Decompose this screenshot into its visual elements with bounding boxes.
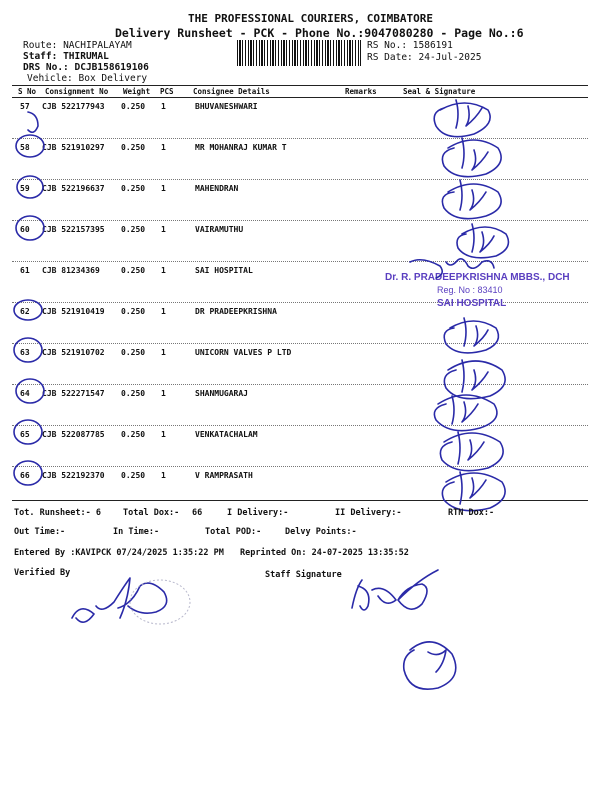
row-weight: 0.250 xyxy=(121,307,146,316)
signature xyxy=(444,318,498,353)
route-value: NACHIPALAYAM xyxy=(63,40,132,51)
row-pcs: 1 xyxy=(161,307,166,316)
row-pcs: 1 xyxy=(161,430,166,439)
sno-circle xyxy=(14,338,42,362)
signature xyxy=(442,138,501,177)
out-time: Out Time:- xyxy=(14,527,66,537)
row-weight: 0.250 xyxy=(121,471,146,480)
row-consignment: CJB 521910702 xyxy=(42,348,105,357)
signature xyxy=(442,180,501,219)
row-pcs: 1 xyxy=(161,389,166,398)
sno-circle xyxy=(14,461,42,485)
rs-date-value: 24-Jul-2025 xyxy=(418,52,482,63)
row-pcs: 1 xyxy=(161,266,166,275)
row-consignee: BHUVANESHWARI xyxy=(195,102,258,111)
entered-by: Entered By :KAVIPCK 07/24/2025 1:35:22 PM xyxy=(14,548,224,558)
faded-seal xyxy=(130,580,190,624)
row-sno: 66 xyxy=(20,471,30,480)
col-consignment: Consignment No xyxy=(45,87,109,96)
reprinted-on: Reprinted On: 24-07-2025 13:35:52 xyxy=(240,548,409,558)
row-consignee: MAHENDRAN xyxy=(195,184,239,193)
row-sno: 65 xyxy=(20,430,30,439)
signature xyxy=(434,100,490,137)
row-consignee: VAIRAMUTHU xyxy=(195,225,244,234)
row-consignee: VENKATACHALAM xyxy=(195,430,258,439)
row-sno: 62 xyxy=(20,307,30,316)
staff-value: THIRUMAL xyxy=(63,51,109,62)
row-sno: 59 xyxy=(20,184,30,193)
signature xyxy=(444,360,505,399)
col-weight: Weight xyxy=(123,87,151,96)
row-weight: 0.250 xyxy=(121,225,146,234)
row-weight: 0.250 xyxy=(121,348,146,357)
row-pcs: 1 xyxy=(161,184,166,193)
row-consignment: CJB 522177943 xyxy=(42,102,105,111)
col-seal-signature: Seal & Signature xyxy=(403,87,476,96)
row-sno: 60 xyxy=(20,225,30,234)
row-sno: 61 xyxy=(20,266,30,275)
company-title: THE PROFESSIONAL COURIERS, COIMBATORE xyxy=(188,12,434,25)
total-dox-label: Total Dox:- xyxy=(123,508,180,518)
row-weight: 0.250 xyxy=(121,184,146,193)
row-consignment: CJB 522157395 xyxy=(42,225,105,234)
row-consignee: V RAMPRASATH xyxy=(195,471,253,480)
row-consignment: CJB 522271547 xyxy=(42,389,105,398)
row-consignee: SAI HOSPITAL xyxy=(195,266,253,275)
rtn-dox: RTN Dox:- xyxy=(448,508,495,518)
staff-signature-label: Staff Signature xyxy=(265,570,342,580)
total-pod: Total POD:- xyxy=(205,527,262,537)
row-consignee: UNICORN VALVES P LTD xyxy=(195,348,292,357)
row-weight: 0.250 xyxy=(121,266,146,275)
tot-runsheet: Tot. Runsheet:- 6 xyxy=(14,508,101,518)
signature xyxy=(457,224,508,258)
col-remarks: Remarks xyxy=(345,87,377,96)
vehicle-field: Vehicle: Box Delivery xyxy=(27,73,148,84)
row-consignment: CJB 81234369 xyxy=(42,266,100,275)
row-weight: 0.250 xyxy=(121,389,146,398)
rs-no-field: RS No.: 1586191 xyxy=(367,40,453,51)
doctor-stamp-hospital: SAI HOSPITAL xyxy=(437,298,507,309)
row-consignment: CJB 522192370 xyxy=(42,471,105,480)
row-weight: 0.250 xyxy=(121,143,146,152)
ii-delivery: II Delivery:- xyxy=(335,508,402,518)
col-consignee: Consignee Details xyxy=(193,87,270,96)
row-sno: 63 xyxy=(20,348,30,357)
signature xyxy=(434,395,497,431)
rs-no-value: 1586191 xyxy=(412,40,453,51)
row-consignee: DR PRADEEPKRISHNA xyxy=(195,307,277,316)
row-consignment: CJB 522087785 xyxy=(42,430,105,439)
row-sno: 58 xyxy=(20,143,30,152)
route-field: Route: NACHIPALAYAM xyxy=(23,40,132,51)
row-weight: 0.250 xyxy=(121,430,146,439)
sno-circle xyxy=(16,135,44,157)
sno-circle xyxy=(17,176,43,198)
row-consignment: CJB 521910297 xyxy=(42,143,105,152)
row-pcs: 1 xyxy=(161,348,166,357)
sno-circle xyxy=(14,420,42,444)
drs-field: DRS No.: DCJB158619106 xyxy=(23,62,149,73)
doctor-stamp-name: Dr. R. PRADEEPKRISHNA MBBS., DCH xyxy=(385,272,570,283)
staff-signature xyxy=(352,570,456,689)
row-sno: 57 xyxy=(20,102,30,111)
row-pcs: 1 xyxy=(161,143,166,152)
doctor-stamp-reg: Reg. No : 83410 xyxy=(437,285,503,295)
in-time: In Time:- xyxy=(113,527,160,537)
row-pcs: 1 xyxy=(161,225,166,234)
row-consignee: MR MOHANRAJ KUMAR T xyxy=(195,143,287,152)
runsheet-title: Delivery Runsheet - PCK - Phone No.:9047080280 - Page No.:6 xyxy=(115,26,524,40)
row-pcs: 1 xyxy=(161,102,166,111)
rs-date-field: RS Date: 24-Jul-2025 xyxy=(367,52,482,63)
sno-circle xyxy=(16,379,44,403)
vehicle-value: Box Delivery xyxy=(78,73,148,84)
sno-circle xyxy=(14,300,42,320)
total-dox-value: 66 xyxy=(192,508,203,518)
delvy-points: Delvy Points:- xyxy=(285,527,357,537)
signature xyxy=(440,432,503,471)
sno-tick-mark xyxy=(28,112,38,132)
verified-by-signature xyxy=(72,578,167,622)
col-pcs: PCS xyxy=(160,87,174,96)
signature xyxy=(442,472,505,511)
drs-value: DCJB158619106 xyxy=(74,62,149,73)
verified-by-label: Verified By xyxy=(14,568,71,578)
staff-field: Staff: THIRUMAL xyxy=(23,51,109,62)
row-consignment: CJB 521910419 xyxy=(42,307,105,316)
row-consignment: CJB 522196637 xyxy=(42,184,105,193)
row-consignee: SHANMUGARAJ xyxy=(195,389,248,398)
row-sno: 64 xyxy=(20,389,30,398)
signature xyxy=(410,259,494,278)
row-pcs: 1 xyxy=(161,471,166,480)
col-sno: S No xyxy=(18,87,37,96)
i-delivery: I Delivery:- xyxy=(227,508,289,518)
row-weight: 0.250 xyxy=(121,102,146,111)
sno-circle xyxy=(16,216,44,240)
